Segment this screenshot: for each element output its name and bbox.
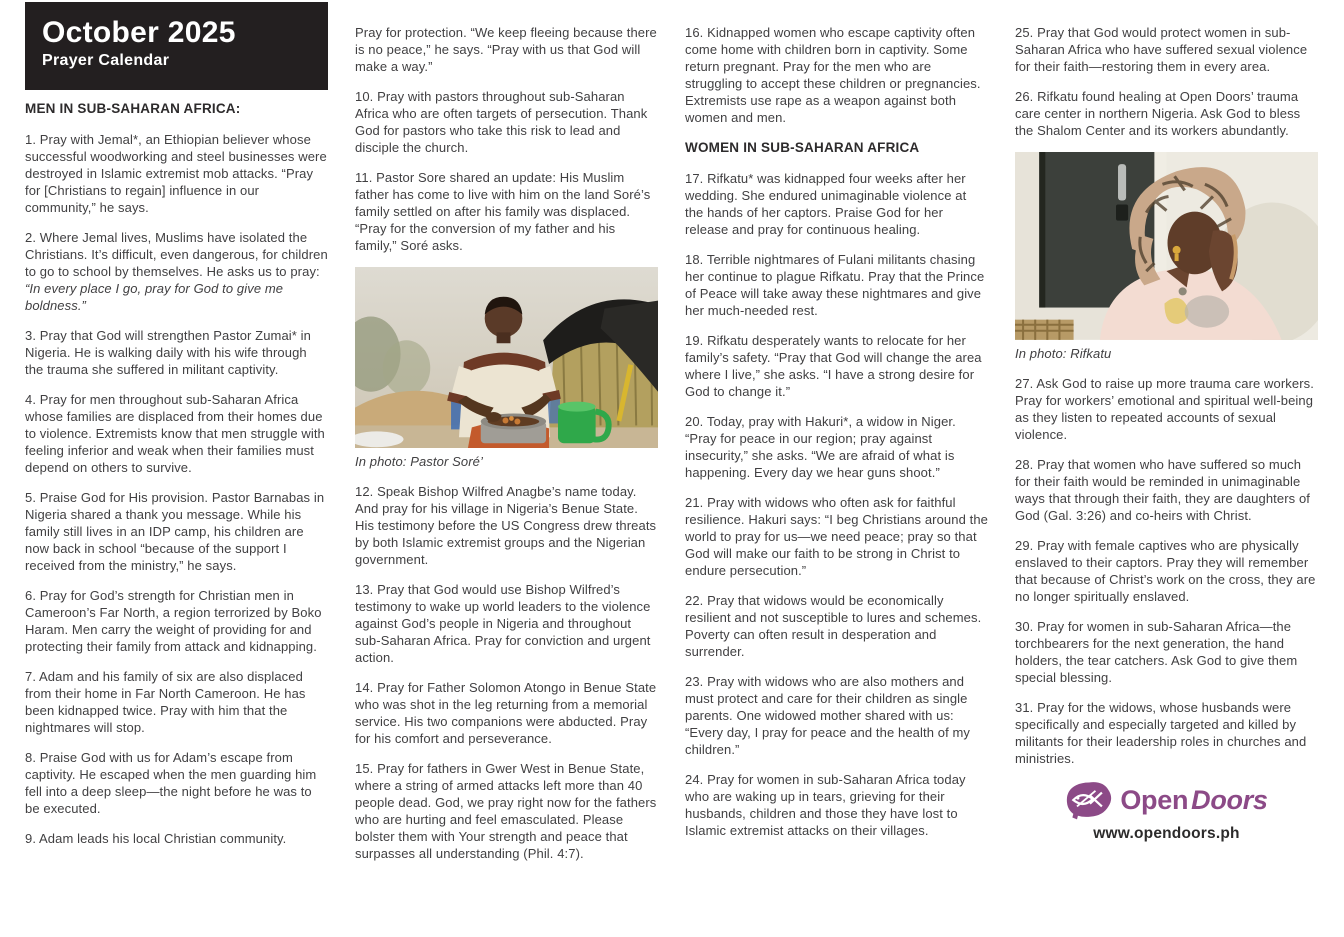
prayer-item: 4. Pray for men throughout sub-Saharan Africa whose families are displaced from their homes due to violence. Extremists know that men struggle with feeling inferior and weak when their families must depend on others to survive. — [25, 392, 325, 475]
prayer-item: 24. Pray for women in sub-Saharan Africa today who are waking up in tears, grieving for their husbands, children and those they have lost to Islamic extremist attacks on their villages. — [685, 772, 966, 838]
logo-wordmark — [1120, 785, 1267, 815]
prayer-item: 25. Pray that God would protect women in sub-Saharan Africa who have suffered sexual violence for their faith—restoring them in every area. — [1015, 25, 1308, 74]
prayer-item: 23. Pray with widows who are also mothers and must protect and care for their children as single parents. One widowed mother shared with us: “Every day, I pray for peace and the health of my children.” — [685, 674, 971, 757]
prayer-item: 22. Pray that widows would be economically resilient and not susceptible to lures and schemes. Poverty can often result in desperation and surrender. — [685, 593, 982, 659]
prayer-list-col4-bottom — [1015, 375, 1318, 767]
column-1 — [25, 2, 328, 937]
open-doors-logo — [1065, 780, 1267, 820]
prayer-item: 2. Where Jemal lives, Muslims have isolated the Christians. It’s difficult, even dangerous, for children to go to school by themselves. He asks us to pray: “In every place I go, pray for God to give me boldness.” — [25, 230, 328, 313]
column-4 — [1015, 2, 1318, 937]
prayer-item: 16. Kidnapped women who escape captivity often come home with children born in captivity. Some return pregnant. Pray for the men who are struggling to accept these children or pregnancies. Extremists use rape as a weapon against both women and men. — [685, 25, 981, 125]
prayer-item: 15. Pray for fathers in Gwer West in Benue State, where a string of armed attacks left more than 40 people dead. God, we pray right now for the fathers who are hurting and feel emasculated. Please bolster them with Your strength and peace that surpasses all understanding (Phil. 4:7). — [355, 761, 657, 862]
photo-caption: In photo: Rifkatu — [1015, 345, 1112, 361]
figure-pastor-sore — [355, 267, 658, 470]
prayer-item: 12. Speak Bishop Wilfred Anagbe’s name today. And pray for his village in Nigeria’s Benue State. His testimony before the US Congress drew threats by both Islamic extremist groups and the Nigerian government. — [355, 484, 657, 568]
photo-rifkatu — [1015, 152, 1318, 340]
prayer-item: 6. Pray for God’s strength for Christian men in Cameroon’s Far North, a region terrorized by Boko Haram. Men carry the weight of providing for and protecting their family from attack and kidnapping. — [25, 588, 322, 654]
page-subtitle: Prayer Calendar — [42, 52, 170, 69]
prayer-item: 18. Terrible nightmares of Fulani militants chasing her continue to plague Rifkatu. Pray that the Prince of Peace will take away these nightmares and give her much-needed rest. — [685, 252, 985, 318]
prayer-list-col3-top — [685, 24, 988, 126]
section-heading-men: MEN IN SUB-SAHARAN AFRICA: — [25, 101, 241, 116]
prayer-item: 11. Pastor Sore shared an update: His Muslim father has come to live with him on the land Soré’s family settled on after his family was displaced. “Pray for the conversion of my father and his family,” Soré asks. — [355, 170, 651, 253]
prayer-item: 14. Pray for Father Solomon Atongo in Benue State who was shot in the leg returning from a memorial service. His two companions were abducted. Pray for his comfort and perseverance. — [355, 680, 657, 747]
column-2 — [355, 2, 658, 937]
prayer-list-col4-top — [1015, 24, 1318, 139]
prayer-item: 17. Rifkatu* was kidnapped four weeks after her wedding. She endured unimaginable violence at the hands of her captors. Praise God for her release and pray for continuous healing. — [685, 171, 967, 237]
section-heading-women: WOMEN IN SUB-SAHARAN AFRICA — [685, 140, 920, 155]
prayer-item: 31. Pray for the widows, whose husbands were specifically and especially targeted and killed by militants for their leadership roles in churches and ministries. — [1015, 699, 1307, 766]
website-url: www.opendoors.ph — [1093, 824, 1240, 842]
photo-caption: In photo: Pastor Soré’ — [355, 454, 483, 470]
prayer-list-col2-bottom — [355, 483, 658, 862]
photo-pastor-sore — [355, 267, 658, 448]
prayer-item: 19. Rifkatu desperately wants to relocate for her family’s safety. “Pray that God will change the area where I live,” she asks. “I have a strong desire for God to change it.” — [685, 333, 982, 399]
prayer-item: 3. Pray that God will strengthen Pastor Zumai* in Nigeria. He is walking daily with his wife through the trauma she suffered in militant captivity. — [25, 328, 311, 377]
prayer-list-col1 — [25, 131, 328, 847]
prayer-list-col2-top — [355, 24, 658, 254]
prayer-item: 30. Pray for women in sub-Saharan Africa—the torchbearers for the next generation, the hand holders, the tear catchers. Ask God to give them special blessing. — [1015, 618, 1298, 685]
prayer-item: 28. Pray that women who have suffered so much for their faith would be reminded in unimaginable ways that through their faith, they are daughters of God (Gal. 3:26) and co-heirs with Christ. — [1015, 456, 1310, 523]
prayer-item: 20. Today, pray with Hakuri*, a widow in Niger. “Pray for peace in our region; pray against insecurity,” she asks. “We are afraid of what is happening. Every day we hear guns shoot.” — [685, 414, 956, 480]
prayer-item: 27. Ask God to raise up more trauma care workers. Pray for workers’ emotional and spiritual well-being as they listen to repeated accounts of sexual violence. — [1015, 375, 1314, 442]
prayer-item: Pray for protection. “We keep fleeing because there is no peace,” he says. “Pray with us that God will make a way.” — [355, 25, 657, 74]
logo-doors: Doors — [1191, 784, 1268, 815]
prayer-item: 13. Pray that God would use Bishop Wilfred’s testimony to wake up world leaders to the violence against God’s people in Nigeria and throughout sub-Saharan Africa. Pray for conviction and urgent action. — [355, 582, 651, 666]
column-3 — [685, 2, 988, 937]
prayer-item: 5. Praise God for His provision. Pastor Barnabas in Nigeria shared a thank you message. While his family still lives in an IDP camp, his children are now back in school “because of the support I received from the ministry,” he says. — [25, 490, 325, 573]
open-doors-brand — [1015, 780, 1318, 842]
prayer-item: 21. Pray with widows who often ask for faithful resilience. Hakuri says: “I beg Christians around the world to pray for us—we need peace; pray so that God will make our faith to be strong in Christ to endure persecution.” — [685, 495, 988, 578]
ichthys-fish-icon — [1065, 780, 1113, 820]
masthead — [25, 2, 328, 90]
prayer-item: 7. Adam and his family of six are also displaced from their home in Far North Cameroon. He has been kidnapped twice. Pray with him that the nightmares will stop. — [25, 669, 306, 735]
prayer-item: 8. Praise God with us for Adam’s escape from captivity. He escaped when the men guarding him fell into a deep sleep—the night before he was to be executed. — [25, 750, 317, 816]
prayer-item: 29. Pray with female captives who are physically enslaved to their captors. Pray they will remember that because of Christ’s work on the cross, they are no longer spiritually enslaved. — [1015, 537, 1316, 604]
prayer-item: 10. Pray with pastors throughout sub-Saharan Africa who are often targets of persecution. Thank God for pastors who take this risk to lead and disciple the church. — [355, 89, 648, 155]
page-title: October 2025 — [42, 16, 236, 49]
prayer-item: 26. Rifkatu found healing at Open Doors’ trauma care center in northern Nigeria. Ask God to bless the Shalom Center and its workers abundantly. — [1015, 89, 1301, 138]
figure-rifkatu — [1015, 152, 1318, 362]
prayer-list-col3-bottom — [685, 170, 988, 839]
prayer-item: 1. Pray with Jemal*, an Ethiopian believer whose successful woodworking and steel businesses were destroyed in Islamic extremist mob attacks. “Pray for [Christians to regain] influence in our community,” he says. — [25, 132, 327, 215]
prayer-item: 9. Adam leads his local Christian community. — [25, 831, 287, 846]
logo-open: Open — [1120, 784, 1189, 815]
